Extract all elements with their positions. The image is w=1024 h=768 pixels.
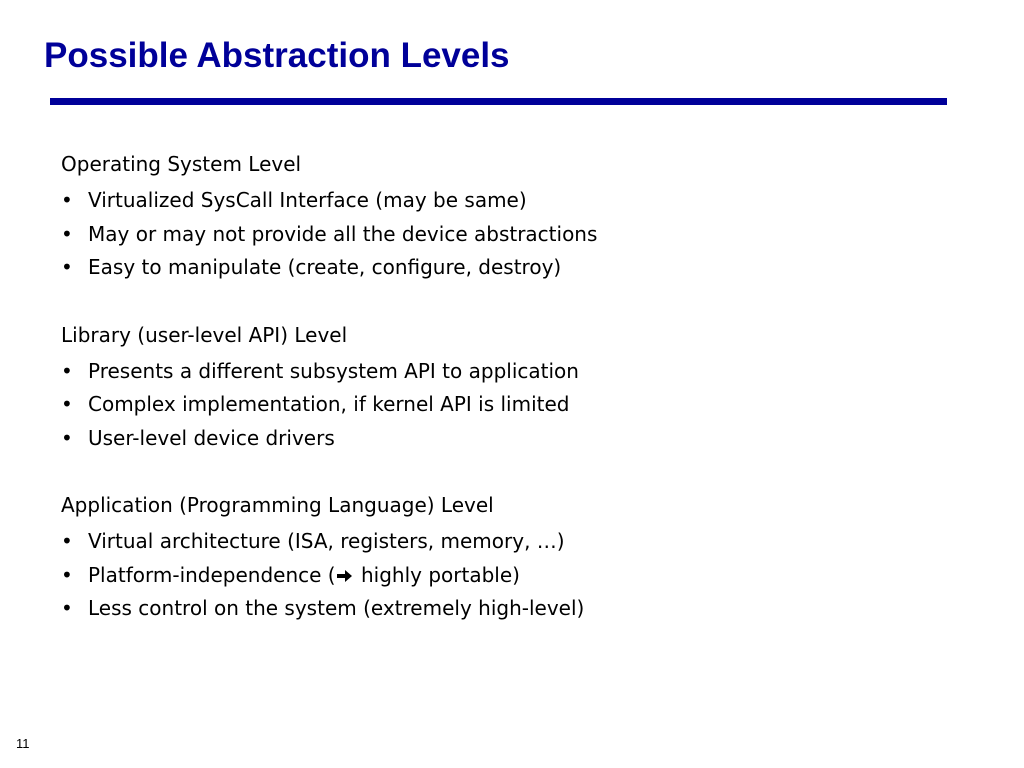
title-underline bbox=[50, 98, 947, 105]
bullet-list bbox=[61, 184, 961, 285]
section-heading: Application (Programming Language) Level bbox=[61, 493, 494, 517]
bullet-dot-icon: • bbox=[61, 358, 73, 383]
bullet-dot-icon: • bbox=[61, 425, 73, 450]
slide-number: 11 bbox=[16, 736, 30, 751]
bullet-text: Virtual architecture (ISA, registers, memory, …) bbox=[88, 529, 565, 553]
bullet-dot-icon: • bbox=[61, 529, 73, 553]
bullet-text: Complex implementation, if kernel API is limited bbox=[88, 392, 570, 416]
slide-content bbox=[61, 150, 961, 662]
bullet-text-after-arrow: highly portable) bbox=[354, 562, 520, 587]
bullet-text: Less control on the system (extremely high-level) bbox=[88, 596, 585, 620]
bullet-list bbox=[61, 355, 961, 456]
bullet-item bbox=[61, 559, 961, 593]
bullet-dot-icon: • bbox=[61, 392, 73, 416]
bullet-item bbox=[61, 592, 961, 626]
bullet-item bbox=[61, 525, 961, 559]
bullet-dot-icon: • bbox=[61, 596, 73, 620]
bullet-item bbox=[61, 422, 961, 456]
bullet-item bbox=[61, 251, 961, 285]
bullet-item bbox=[61, 355, 961, 389]
bullet-dot-icon: • bbox=[61, 255, 73, 279]
bullet-item bbox=[61, 388, 961, 422]
bullet-dot-icon: • bbox=[61, 562, 73, 587]
section-application-level bbox=[61, 491, 961, 626]
section-heading: Operating System Level bbox=[61, 152, 302, 176]
section-library-level bbox=[61, 321, 961, 456]
right-arrow-icon bbox=[336, 561, 353, 595]
section-operating-system-level bbox=[61, 150, 961, 285]
bullet-list bbox=[61, 525, 961, 626]
bullet-text: May or may not provide all the device abstractions bbox=[88, 221, 598, 246]
slide-title: Possible Abstraction Levels bbox=[44, 36, 510, 75]
bullet-text-before-arrow: Platform-independence ( bbox=[88, 562, 336, 587]
bullet-dot-icon: • bbox=[61, 221, 73, 246]
bullet-text: User-level device drivers bbox=[88, 425, 335, 450]
bullet-dot-icon: • bbox=[61, 188, 73, 212]
bullet-item bbox=[61, 218, 961, 252]
bullet-text: Easy to manipulate (create, configure, destroy) bbox=[88, 255, 562, 279]
section-heading: Library (user-level API) Level bbox=[61, 322, 348, 347]
bullet-text: Presents a different subsystem API to application bbox=[88, 358, 579, 383]
bullet-item bbox=[61, 184, 961, 218]
bullet-text: Virtualized SysCall Interface (may be same) bbox=[88, 188, 527, 212]
